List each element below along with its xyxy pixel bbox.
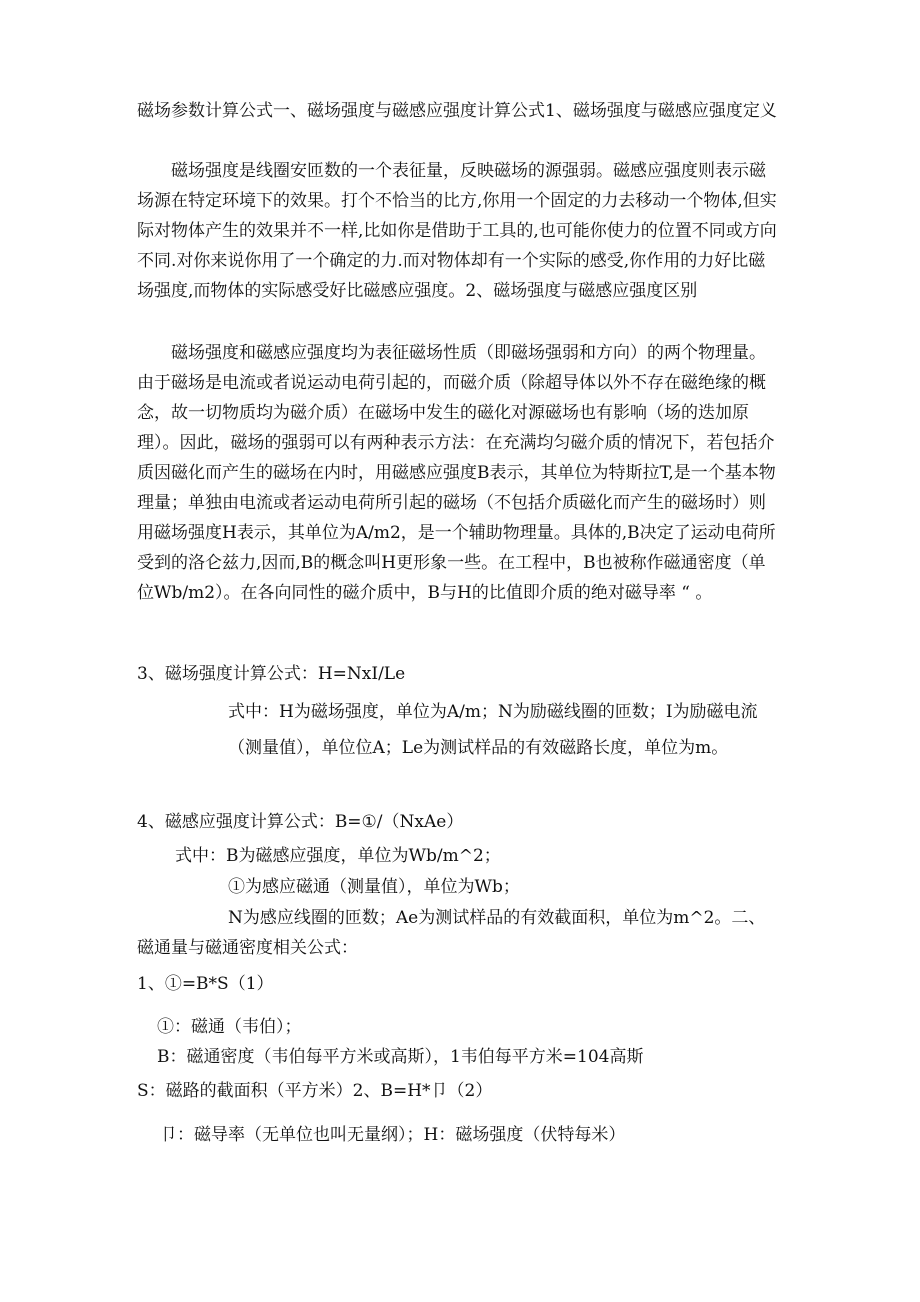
formula-1-def-flux: ①：磁通（韦伯）； <box>157 1017 302 1037</box>
formula-1-def-density: B：磁通密度（韦伯每平方米或高斯），1韦伯每平方米=104高斯 <box>157 1047 644 1067</box>
paragraph-definition: 磁场强度是线圈安匝数的一个表征量，反映磁场的源强弱。磁感应强度则表示磁场源在特定环境下的效果。打个不恰当的比方,你用一个固定的力去移动一个物体,但实际对物体产生的效果并不一样,比如你是借助于工具的,也可能你使力的位置不同或方向不同.对你来说你用了一个确定的力.而对物体却有一个实际的感受,你作用的力好比磁场强度,而物体的实际感受好比磁感应强度。2、磁场强度与磁感应强度区别 <box>137 161 777 301</box>
section-3-description: 式中：H为磁场强度，单位为A/m；N为励磁线圈的匝数；I为励磁电流（测量值），单位位A；Le为测试样品的有效磁路长度，单位为m。 <box>228 702 758 758</box>
section-4-line-4: 磁通量与磁通密度相关公式： <box>137 938 358 958</box>
formula-1-def-area: S：磁路的截面积（平方米）2、B=H*卩（2） <box>137 1081 493 1101</box>
formula-1-title: 1、①=B*S（1） <box>137 974 274 994</box>
section-4-line-3: N为感应线圈的匝数；Ae为测试样品的有效截面积，单位为m^2。二、 <box>228 908 766 928</box>
section-4-title: 4、磁感应强度计算公式：B=①/（NxAe） <box>137 812 464 832</box>
section-4-line-1: 式中：B为磁感应强度，单位为Wb/m^2； <box>175 846 501 866</box>
formula-2-def: 卩：磁导率（无单位也叫无量纲）；H：磁场强度（伏特每米） <box>160 1125 626 1145</box>
paragraph-difference: 磁场强度和磁感应强度均为表征磁场性质（即磁场强弱和方向）的两个物理量。由于磁场是电流或者说运动电荷引起的，而磁介质（除超导体以外不存在磁绝缘的概念，故一切物质均为磁介质）在磁场中发生的磁化对源磁场也有影响（场的迭加原理）。因此，磁场的强弱可以有两种表示方法：在充满均匀磁介质的情况下，若包括介质因磁化而产生的磁场在内时，用磁感应强度B表示，其单位为特斯拉T,是一个基本物理量；单独由电流或者运动电荷所引起的磁场（不包括介质磁化而产生的磁场时）则用磁场强度H表示，其单位为A/m2，是一个辅助物理量。具体的,B决定了运动电荷所受到的洛仑兹力,因而,B的概念叫H更形象一些。在工程中，B也被称作磁通密度（单位Wb/m2）。在各向同性的磁介质中，B与H的比值即介质的绝对磁导率 “ 。 <box>137 343 776 603</box>
section-4-line-2: ①为感应磁通（测量值），单位为Wb； <box>228 877 520 897</box>
section-3-title: 3、磁场强度计算公式：H=NxI/Le <box>137 664 406 684</box>
document-heading: 磁场参数计算公式一、磁场强度与磁感应强度计算公式1、磁场强度与磁感应强度定义 <box>137 101 777 121</box>
